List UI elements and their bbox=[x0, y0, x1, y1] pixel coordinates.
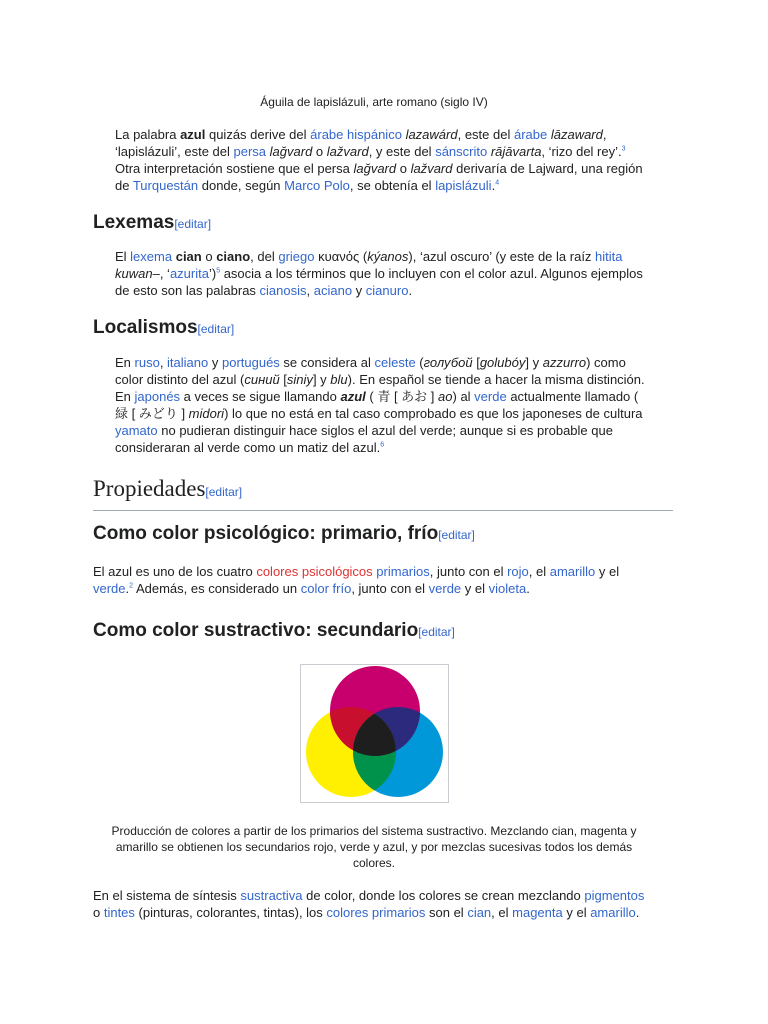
edit-link-propiedades[interactable]: [editar] bbox=[205, 485, 243, 499]
lexemas-paragraph: El lexema cian o ciano, del griego κυανός (kýanos), ‘azul oscuro’ (y este de la raíz hitita kuwan–, ‘azurita’)$^5$ asocia a los términos que lo incluyen con el color azul. Algunos ejemplos de esto son las palabras cianosis, aciano y cianuro. bbox=[115, 249, 643, 298]
link-azurita[interactable]: azurita bbox=[169, 266, 209, 281]
link-cianuro[interactable]: cianuro bbox=[365, 283, 409, 298]
link-colores-psicologicos[interactable]: colores psicológicos bbox=[256, 564, 373, 579]
section-divider bbox=[93, 510, 673, 511]
edit-link-sustractivo[interactable]: [editar] bbox=[418, 625, 455, 639]
link-turquestan[interactable]: Turquestán bbox=[132, 178, 199, 193]
link-amarillo-2[interactable]: amarillo bbox=[590, 905, 636, 920]
link-color-frio[interactable]: color frío bbox=[300, 581, 352, 596]
ref-6[interactable]: 6 bbox=[380, 441, 385, 449]
heading-sustractivo: Como color sustractivo: secundario[editar] bbox=[93, 620, 455, 641]
link-ruso[interactable]: ruso bbox=[134, 355, 160, 370]
link-japones[interactable]: japonés bbox=[134, 389, 181, 404]
link-sanscrito[interactable]: sánscrito bbox=[435, 144, 488, 159]
link-primarios[interactable]: primarios bbox=[376, 564, 430, 579]
link-sustractiva[interactable]: sustractiva bbox=[240, 888, 303, 903]
link-magenta[interactable]: magenta bbox=[512, 905, 563, 920]
heading-lexemas: Lexemas[editar] bbox=[93, 212, 212, 233]
link-tintes[interactable]: tintes bbox=[103, 905, 135, 920]
edit-link-localismos[interactable]: [editar] bbox=[197, 322, 235, 336]
link-colores-primarios[interactable]: colores primarios bbox=[326, 905, 426, 920]
link-arabe-hispanico[interactable]: árabe hispánico bbox=[310, 127, 402, 142]
link-persa[interactable]: persa bbox=[233, 144, 267, 159]
link-marco-polo[interactable]: Marco Polo bbox=[284, 178, 350, 193]
link-lexema[interactable]: lexema bbox=[130, 249, 173, 264]
sustractivo-paragraph: En el sistema de síntesis sustractiva de color, donde los colores se crean mezclando pigmentos o tintes (pinturas, colorantes, tintas), los colores primarios son el cian, el magenta y el amarillo. bbox=[93, 888, 645, 920]
link-verde-3[interactable]: verde bbox=[428, 581, 462, 596]
link-yamato[interactable]: yamato bbox=[115, 423, 158, 438]
edit-link-lexemas[interactable]: [editar] bbox=[174, 217, 212, 231]
heading-localismos: Localismos[editar] bbox=[93, 317, 235, 338]
link-rojo[interactable]: rojo bbox=[507, 564, 529, 579]
link-celeste[interactable]: celeste bbox=[374, 355, 416, 370]
link-verde-1[interactable]: verde bbox=[474, 389, 507, 404]
link-hitita[interactable]: hitita bbox=[595, 249, 623, 264]
image-caption-top: Águila de lapislázuli, arte romano (siglo IV) bbox=[260, 95, 488, 109]
link-arabe[interactable]: árabe bbox=[513, 127, 548, 142]
link-pigmentos[interactable]: pigmentos bbox=[584, 888, 645, 903]
intro-paragraph: La palabra azul quizás derive del árabe hispánico lazawárd, este del árabe lāzaward, ‘lapislázuli’, este del persa lağvard o lažvard, y este del sánscrito rājāvarta, ‘rizo del rey’.$^3$ Otra interpretación sostiene que el persa lağvard o lažvard derivaría de Lajward, una región de Turquestán donde, según Marco Polo, se obtenía el lapislázuli.$^4$ bbox=[115, 127, 643, 193]
heading-psicologico: Como color psicológico: primario, frío[editar] bbox=[93, 523, 475, 544]
figure-caption: Producción de colores a partir de los primarios del sistema sustractivo. Mezclando cian, magenta y amarillo se obtienen los secundarios rojo, verde y azul, y por mezclas sucesivas todos los demás colores. bbox=[111, 824, 637, 870]
ref-3[interactable]: 3 bbox=[621, 145, 626, 153]
link-verde-2[interactable]: verde bbox=[93, 581, 126, 596]
psicologico-paragraph: El azul es uno de los cuatro colores psicológicos primarios, junto con el rojo, el amarillo y el verde.$^2$ Además, es considerado un color frío, junto con el verde y el violeta. bbox=[93, 564, 620, 596]
cmy-venn-diagram bbox=[301, 665, 448, 802]
link-cian[interactable]: cian bbox=[467, 905, 492, 920]
link-cianosis[interactable]: cianosis bbox=[259, 283, 307, 298]
localismos-paragraph: En ruso, italiano y portugués se considera al celeste (голубой [golubóy] y azzurro) como color distinto del azul (синий [siniy] y blu). En español se tiende a hacer la misma distinción. En japonés a veces se sigue llamando azul ( 青 [ あお ] ao) al verde actualmente llamado ( 緑 [ みどり ] midori) lo que no está en tal caso comprobado es que los japoneses de cultura yamato no pudieran distinguir hace siglos el azul del verde; aunque si es probable que consideraran al verde como un matiz del azul.$^6$ bbox=[115, 355, 645, 455]
link-amarillo[interactable]: amarillo bbox=[549, 564, 596, 579]
link-aciano[interactable]: aciano bbox=[313, 283, 353, 298]
ref-5[interactable]: 5 bbox=[216, 267, 221, 275]
subtractive-color-figure[interactable] bbox=[300, 664, 449, 803]
link-griego[interactable]: griego bbox=[278, 249, 315, 264]
heading-propiedades: Propiedades[editar] bbox=[93, 476, 243, 501]
link-portugues[interactable]: portugués bbox=[221, 355, 280, 370]
edit-link-psicologico[interactable]: [editar] bbox=[438, 528, 475, 542]
link-lapislazuli[interactable]: lapislázuli bbox=[435, 178, 492, 193]
link-violeta[interactable]: violeta bbox=[488, 581, 527, 596]
ref-4[interactable]: 4 bbox=[495, 179, 500, 187]
link-italiano[interactable]: italiano bbox=[167, 355, 209, 370]
ref-2[interactable]: 2 bbox=[129, 582, 134, 590]
